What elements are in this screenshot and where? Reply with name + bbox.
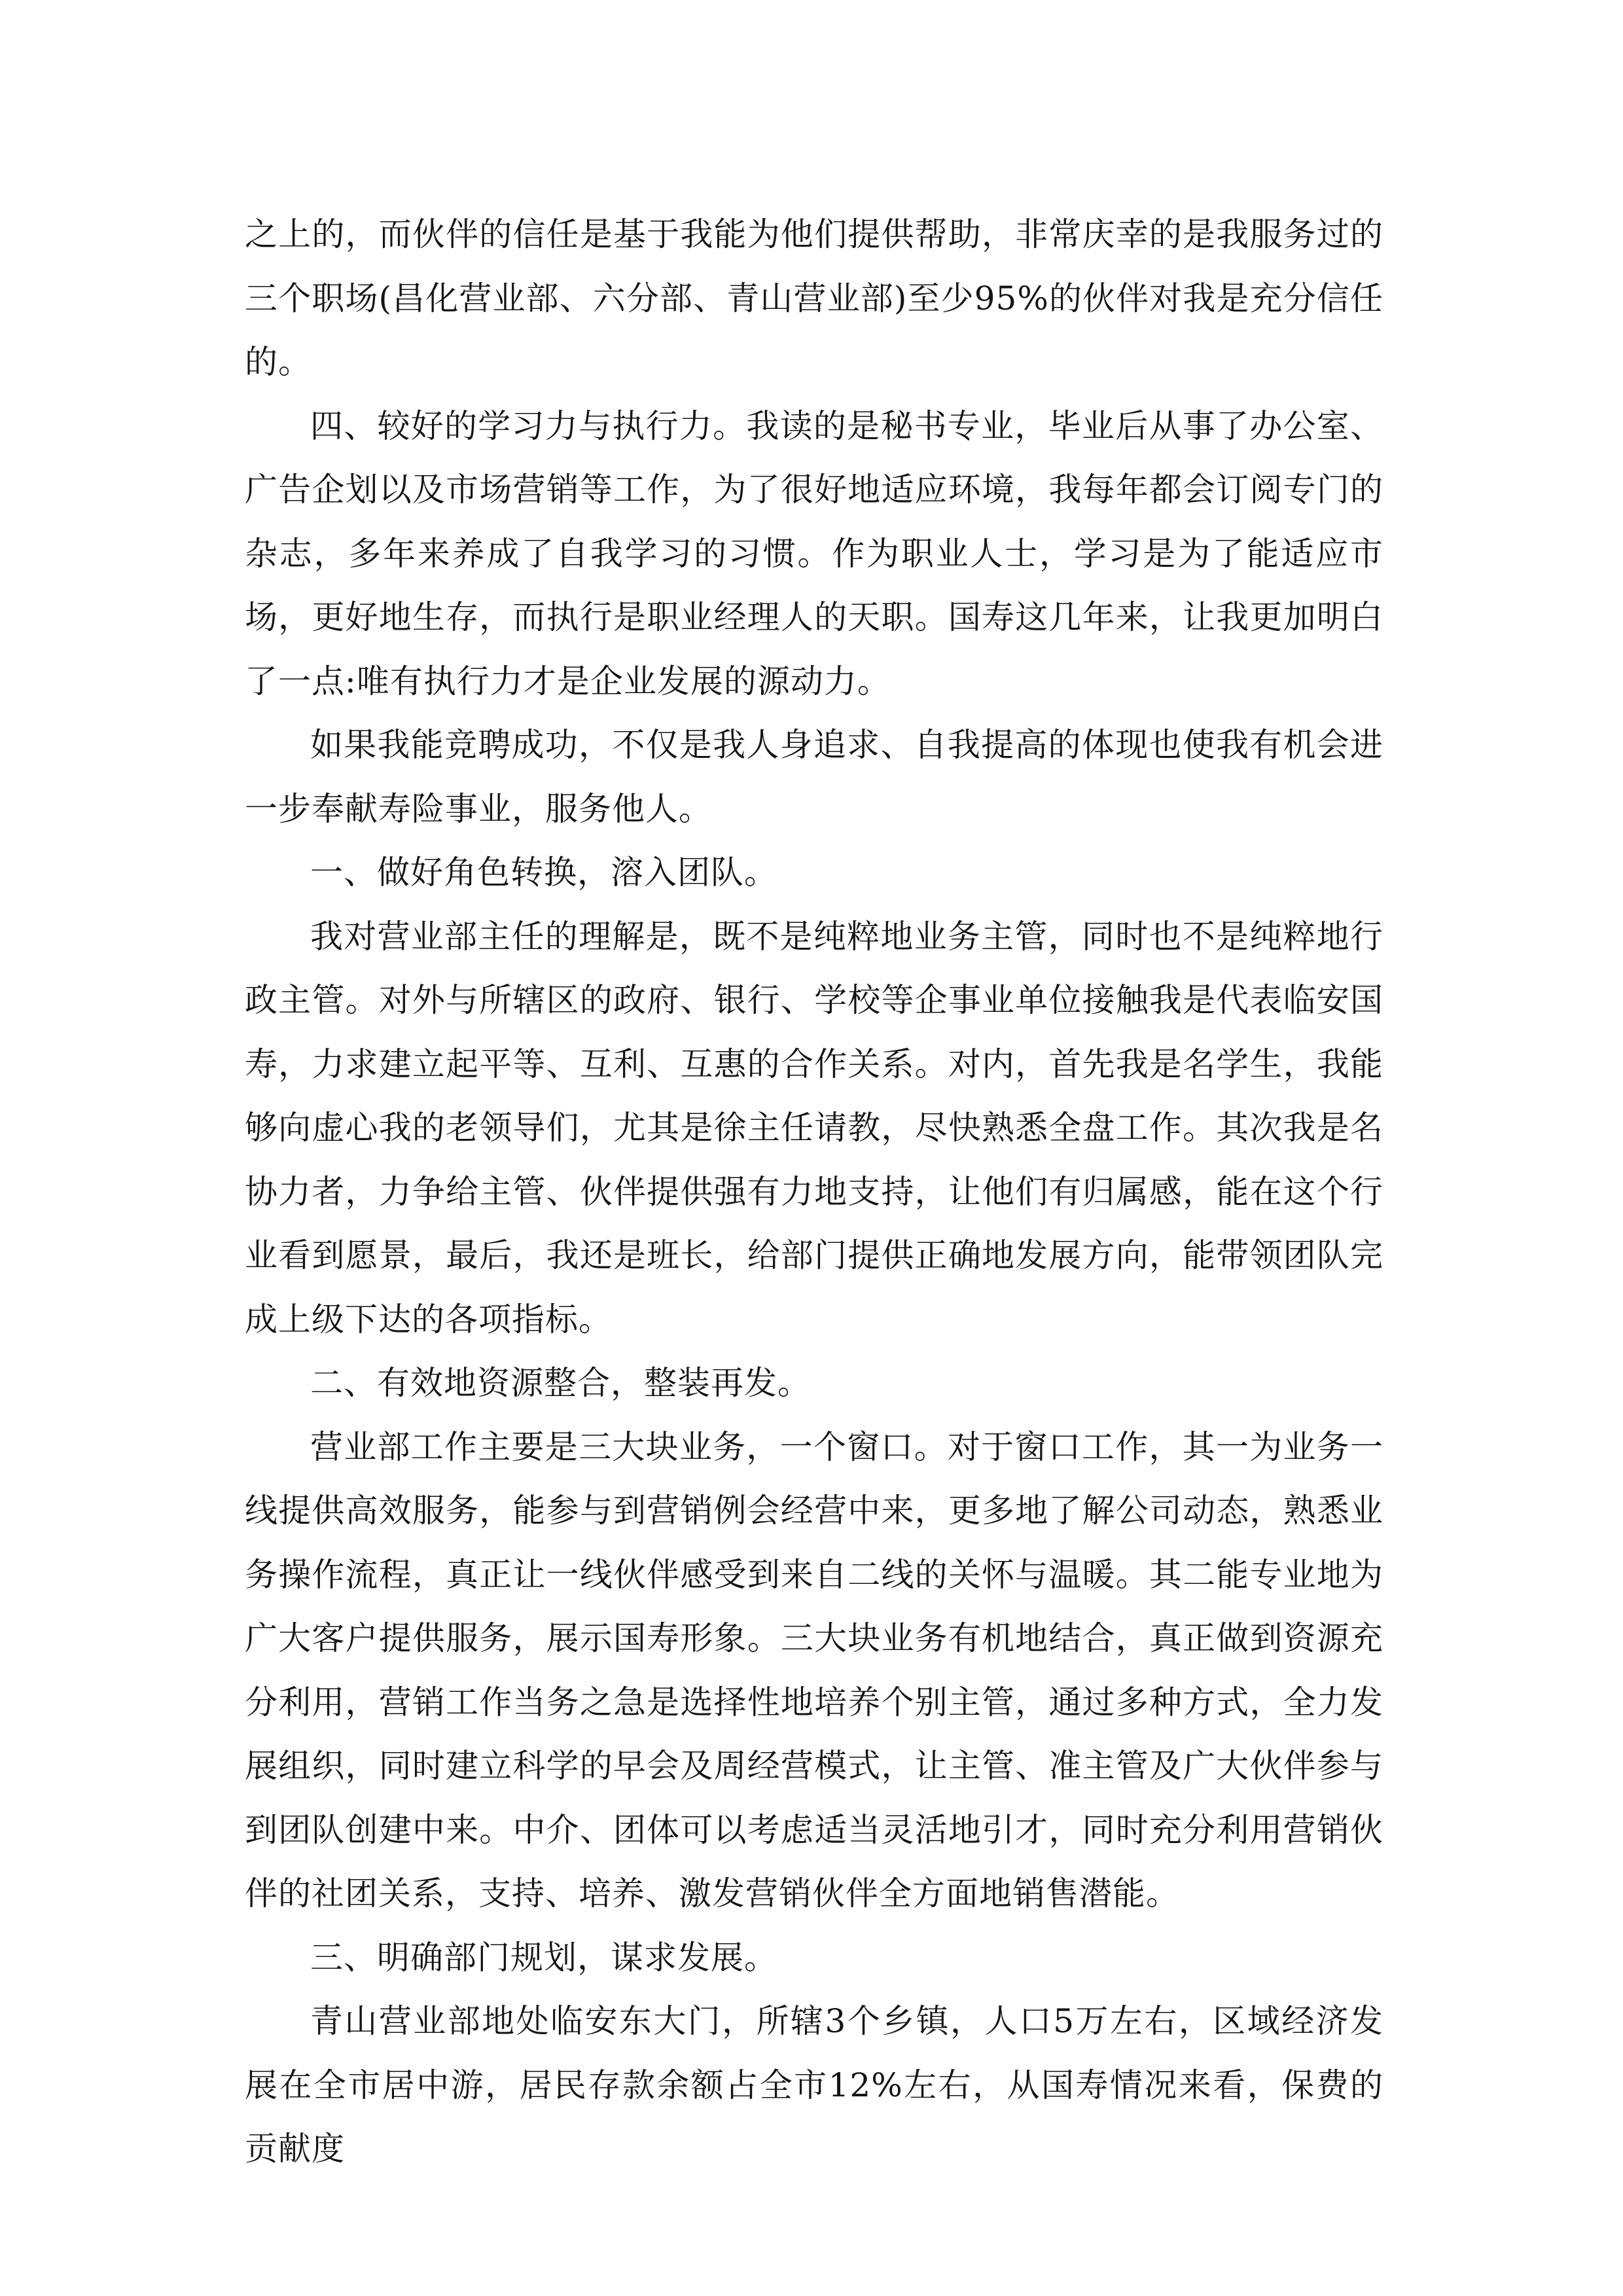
paragraph-learning-execution: 四、较好的学习力与执行力。我读的是秘书专业，毕业后从事了办公室、广告企划以及市场营销等工作，为了很好地适应环境，我每年都会订阅专门的杂志，多年来养成了自我学习的习惯。作为职业人士，学习是为了能适应市场，更好地生存，而执行是职业经理人的天职。国寿这几年来，让我更加明白了一点:唯有执行力才是企业发展的源动力。 xyxy=(245,406,1383,700)
heading-department-planning: 三、明确部门规划，谋求发展。 xyxy=(310,1938,777,1977)
document-page xyxy=(245,203,1383,2181)
heading-role-change: 一、做好角色转换，溶入团队。 xyxy=(310,853,777,891)
heading-resource-integration: 二、有效地资源整合，整装再发。 xyxy=(310,1364,811,1402)
paragraph-qingshan-overview: 青山营业部地处临安东大门，所辖3个乡镇，人口5万左右，区域经济发展在全市居中游，居民存款余额占全市12%左右，从国寿情况来看，保费的贡献度 xyxy=(245,2002,1383,2168)
paragraph-role-understanding: 我对营业部主任的理解是，既不是纯粹地业务主管，同时也不是纯粹地行政主管。对外与所辖区的政府、银行、学校等企事业单位接触我是代表临安国寿，力求建立起平等、互利、互惠的合作关系。对内，首先我是名学生，我能够向虚心我的老领导们，尤其是徐主任请教，尽快熟悉全盘工作。其次我是名协力者，力争给主管、伙伴提供强有力地支持，让他们有归属感，能在这个行业看到愿景，最后，我还是班长，给部门提供正确地发展方向，能带领团队完成上级下达的各项指标。 xyxy=(245,917,1383,1338)
paragraph-continuation: 之上的，而伙伴的信任是基于我能为他们提供帮助，非常庆幸的是我服务过的三个职场(昌化营业部、六分部、青山营业部)至少95%的伙伴对我是充分信任的。 xyxy=(245,215,1383,381)
paragraph-department-work: 营业部工作主要是三大块业务，一个窗口。对于窗口工作，其一为业务一线提供高效服务，能参与到营销例会经营中来，更多地了解公司动态，熟悉业务操作流程，真正让一线伙伴感受到来自二线的关怀与温暖。其二能专业地为广大客户提供服务，展示国寿形象。三大块业务有机地结合，真正做到资源充分利用，营销工作当务之急是选择性地培养个别主管，通过多种方式，全力发展组织，同时建立科学的早会及周经营模式，让主管、准主管及广大伙伴参与到团队创建中来。中介、团体可以考虑适当灵活地引才，同时充分利用营销伙伴的社团关系，支持、培养、激发营销伙伴全方面地销售潜能。 xyxy=(245,1427,1383,1912)
paragraph-if-successful: 如果我能竞聘成功，不仅是我人身追求、自我提高的体现也使我有机会进一步奉献寿险事业，服务他人。 xyxy=(245,726,1383,828)
